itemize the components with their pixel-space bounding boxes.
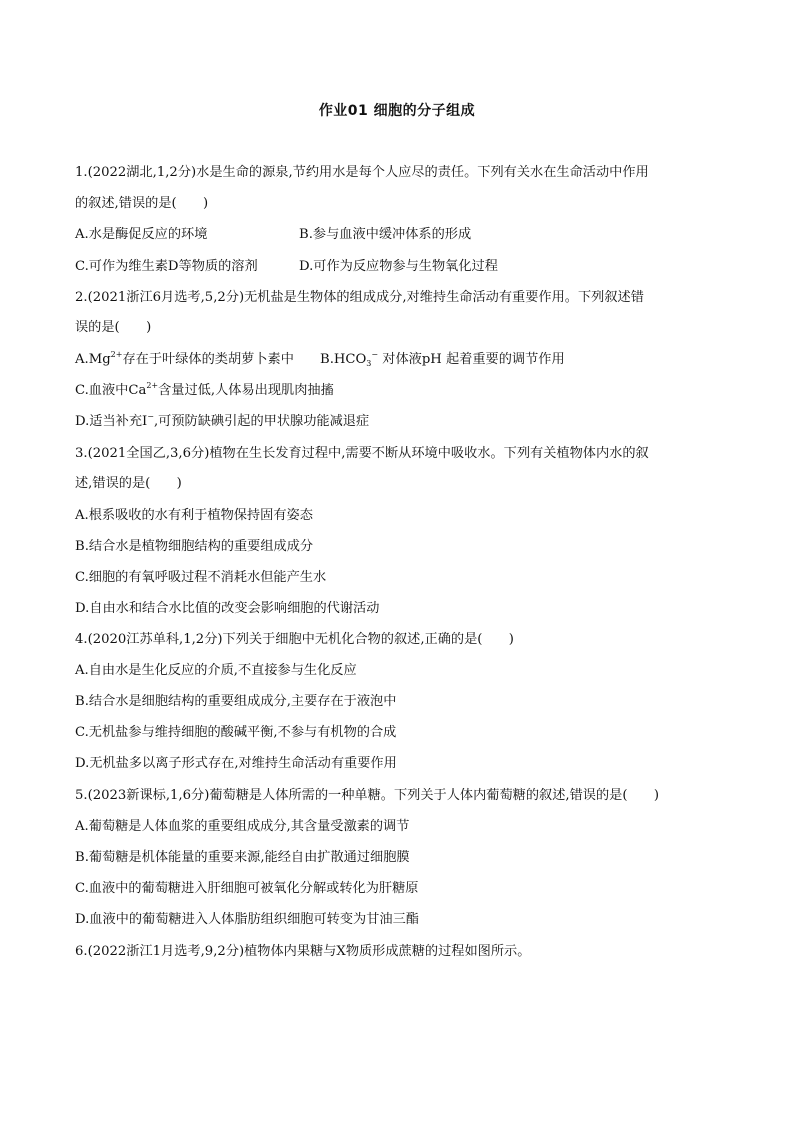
q2-stem-line2: 误的是( ) bbox=[75, 320, 152, 335]
q2-stem-line1: 2.(2021浙江6月选考,5,2分)无机盐是生物体的组成成分,对维持生命活动有重要作用。下列叙述错 bbox=[75, 290, 644, 305]
q5-stem-line1: 5.(2023新课标,1,6分)葡萄糖是人体所需的一种单糖。下列关于人体内葡萄糖的叙述,错误的是( ) bbox=[75, 788, 660, 803]
q1-option-b: B.参与血液中缓冲体系的形成 bbox=[299, 227, 472, 242]
q3-option-d: D.自由水和结合水比值的改变会影响细胞的代谢活动 bbox=[75, 601, 380, 616]
q3-option-a: A.根系吸收的水有利于植物保持固有姿态 bbox=[75, 508, 313, 523]
q1-option-c: C.可作为维生素D等物质的溶剂 bbox=[75, 259, 258, 274]
q1-option-d: D.可作为反应物参与生物氧化过程 bbox=[299, 259, 498, 274]
q4-option-a: A.自由水是生化反应的介质,不直接参与生化反应 bbox=[75, 663, 357, 678]
q4-option-d: D.无机盐多以离子形式存在,对维持生命活动有重要作用 bbox=[75, 756, 397, 771]
q3-stem-line1: 3.(2021全国乙,3,6分)植物在生长发育过程中,需要不断从环境中吸收水。下列有关植物体内水的叙 bbox=[75, 446, 649, 461]
q1-stem-line2: 的叙述,错误的是( ) bbox=[75, 196, 209, 211]
q3-option-c: C.细胞的有氧呼吸过程不消耗水但能产生水 bbox=[75, 570, 327, 585]
q2-option-c: C.血液中$Ca^{2+}$含量过低,人体易出现肌肉抽搐 bbox=[75, 381, 334, 398]
q1-options-row1 bbox=[75, 225, 725, 245]
q3-stem-line2: 述,错误的是( ) bbox=[75, 476, 182, 491]
q4-option-c: C.无机盐参与维持细胞的酸碱平衡,不参与有机物的合成 bbox=[75, 725, 397, 740]
q2-option-b: $B.HCO_3^-$ 对体液pH 起着重要的调节作用 bbox=[320, 350, 565, 368]
q5-option-b: B.葡萄糖是机体能量的重要来源,能经自由扩散通过细胞膜 bbox=[75, 850, 410, 865]
q4-stem-line1: 4.(2020江苏单科,1,2分)下列关于细胞中无机化合物的叙述,正确的是( ) bbox=[75, 632, 514, 647]
q2-option-d: D.适当补充I−,可预防缺碘引起的甲状腺功能减退症 bbox=[75, 412, 370, 429]
q5-option-d: D.血液中的葡萄糖进入人体脂肪组织细胞可转变为甘油三酯 bbox=[75, 912, 419, 927]
q5-option-a: A.葡萄糖是人体血浆的重要组成成分,其含量受激素的调节 bbox=[75, 819, 410, 834]
q2-options-row1 bbox=[75, 350, 725, 370]
page-title: 作业01 细胞的分子组成 bbox=[318, 103, 476, 119]
q1-options-row2 bbox=[75, 257, 725, 277]
q4-option-b: B.结合水是细胞结构的重要组成成分,主要存在于液泡中 bbox=[75, 694, 397, 709]
q6-stem-line1: 6.(2022浙江1月选考,9,2分)植物体内果糖与X物质形成蔗糖的过程如图所示。 bbox=[75, 944, 531, 959]
q1-stem-line1: 1.(2022湖北,1,2分)水是生命的源泉,节约用水是每个人应尽的责任。下列有关水在生命活动中作用 bbox=[75, 165, 649, 180]
q1-option-a: A.水是酶促反应的环境 bbox=[75, 227, 208, 242]
q5-option-c: C.血液中的葡萄糖进入肝细胞可被氧化分解或转化为肝糖原 bbox=[75, 881, 419, 896]
q3-option-b: B.结合水是植物细胞结构的重要组成成分 bbox=[75, 539, 314, 554]
q2-option-a: $A.Mg^{2+}$存在于叶绿体的类胡萝卜素中 bbox=[75, 350, 294, 367]
